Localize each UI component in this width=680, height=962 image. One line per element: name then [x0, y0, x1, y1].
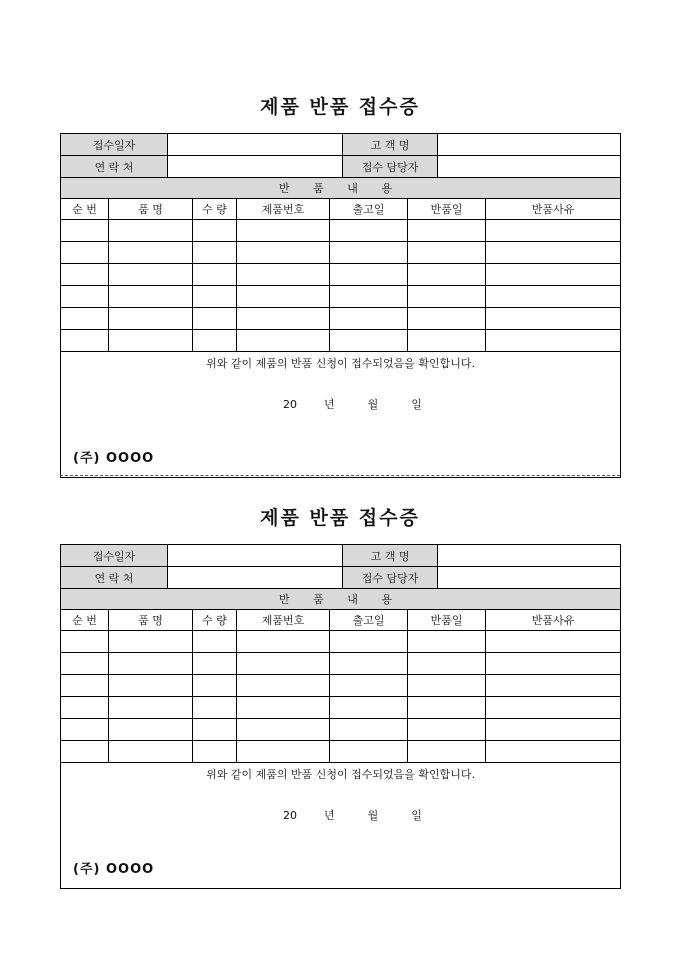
contact-label: 연 락 처 [61, 156, 168, 178]
table-row [61, 631, 621, 653]
customer-name-label: 고 객 명 [343, 134, 438, 156]
receiver-field[interactable] [438, 156, 621, 178]
table-row [61, 719, 621, 741]
col-header-qty: 수 량 [193, 610, 237, 631]
receiver-label: 접수 담당자 [343, 567, 438, 589]
date-month-unit: 월 [367, 398, 379, 411]
date-day-unit: 일 [411, 398, 422, 411]
date-day-unit: 일 [411, 809, 422, 822]
receiver-field[interactable] [438, 567, 621, 589]
table-row [61, 741, 621, 763]
date-line [283, 807, 422, 823]
contact-field[interactable] [168, 567, 343, 589]
confirm-text: 위와 같이 제품의 반품 신청이 접수되었음을 확인합니다. [206, 768, 475, 781]
col-header-item: 품 명 [109, 199, 193, 220]
col-header-reason: 반품사유 [486, 610, 621, 631]
confirm-text: 위와 같이 제품의 반품 신청이 접수되었음을 확인합니다. [206, 357, 475, 370]
receipt-date-field[interactable] [168, 545, 343, 567]
date-year-unit: 년 [324, 398, 335, 411]
table-row [61, 264, 621, 286]
col-header-product-no: 제품번호 [237, 199, 330, 220]
receipt-table [60, 544, 621, 889]
section-title: 반 품 내 용 [61, 178, 621, 199]
receipt-table [60, 133, 621, 478]
date-year: 20 [283, 398, 297, 411]
form-title: 제품 반품 접수증 [260, 507, 420, 529]
table-row [61, 242, 621, 264]
section-title: 반 품 내 용 [61, 589, 621, 610]
date-line [283, 396, 422, 412]
col-header-item: 품 명 [109, 610, 193, 631]
receipt-date-field[interactable] [168, 134, 343, 156]
company-name: (주) OOOO [73, 451, 155, 466]
table-row [61, 330, 621, 352]
contact-field[interactable] [168, 156, 343, 178]
receipt-date-label: 접수일자 [61, 545, 168, 567]
col-header-product-no: 제품번호 [237, 610, 330, 631]
date-year: 20 [283, 809, 297, 822]
col-header-seq: 순 번 [61, 199, 109, 220]
table-row [61, 286, 621, 308]
receiver-label: 접수 담당자 [343, 156, 438, 178]
form-title: 제품 반품 접수증 [260, 96, 420, 118]
company-name: (주) OOOO [73, 862, 155, 877]
cut-line [60, 475, 620, 476]
date-year-unit: 년 [324, 809, 335, 822]
col-header-reason: 반품사유 [486, 199, 621, 220]
return-receipt-form-2 [60, 504, 620, 889]
confirmation-area [61, 352, 621, 478]
receipt-date-label: 접수일자 [61, 134, 168, 156]
col-header-return-date: 반품일 [408, 610, 486, 631]
confirmation-area [61, 763, 621, 889]
return-receipt-form-1 [60, 93, 620, 478]
table-row [61, 220, 621, 242]
col-header-ship-date: 출고일 [330, 610, 408, 631]
contact-label: 연 락 처 [61, 567, 168, 589]
table-row [61, 675, 621, 697]
col-header-return-date: 반품일 [408, 199, 486, 220]
table-row [61, 697, 621, 719]
customer-name-field[interactable] [438, 545, 621, 567]
col-header-seq: 순 번 [61, 610, 109, 631]
table-row [61, 308, 621, 330]
col-header-ship-date: 출고일 [330, 199, 408, 220]
date-month-unit: 월 [367, 809, 379, 822]
col-header-qty: 수 량 [193, 199, 237, 220]
customer-name-label: 고 객 명 [343, 545, 438, 567]
customer-name-field[interactable] [438, 134, 621, 156]
table-row [61, 653, 621, 675]
